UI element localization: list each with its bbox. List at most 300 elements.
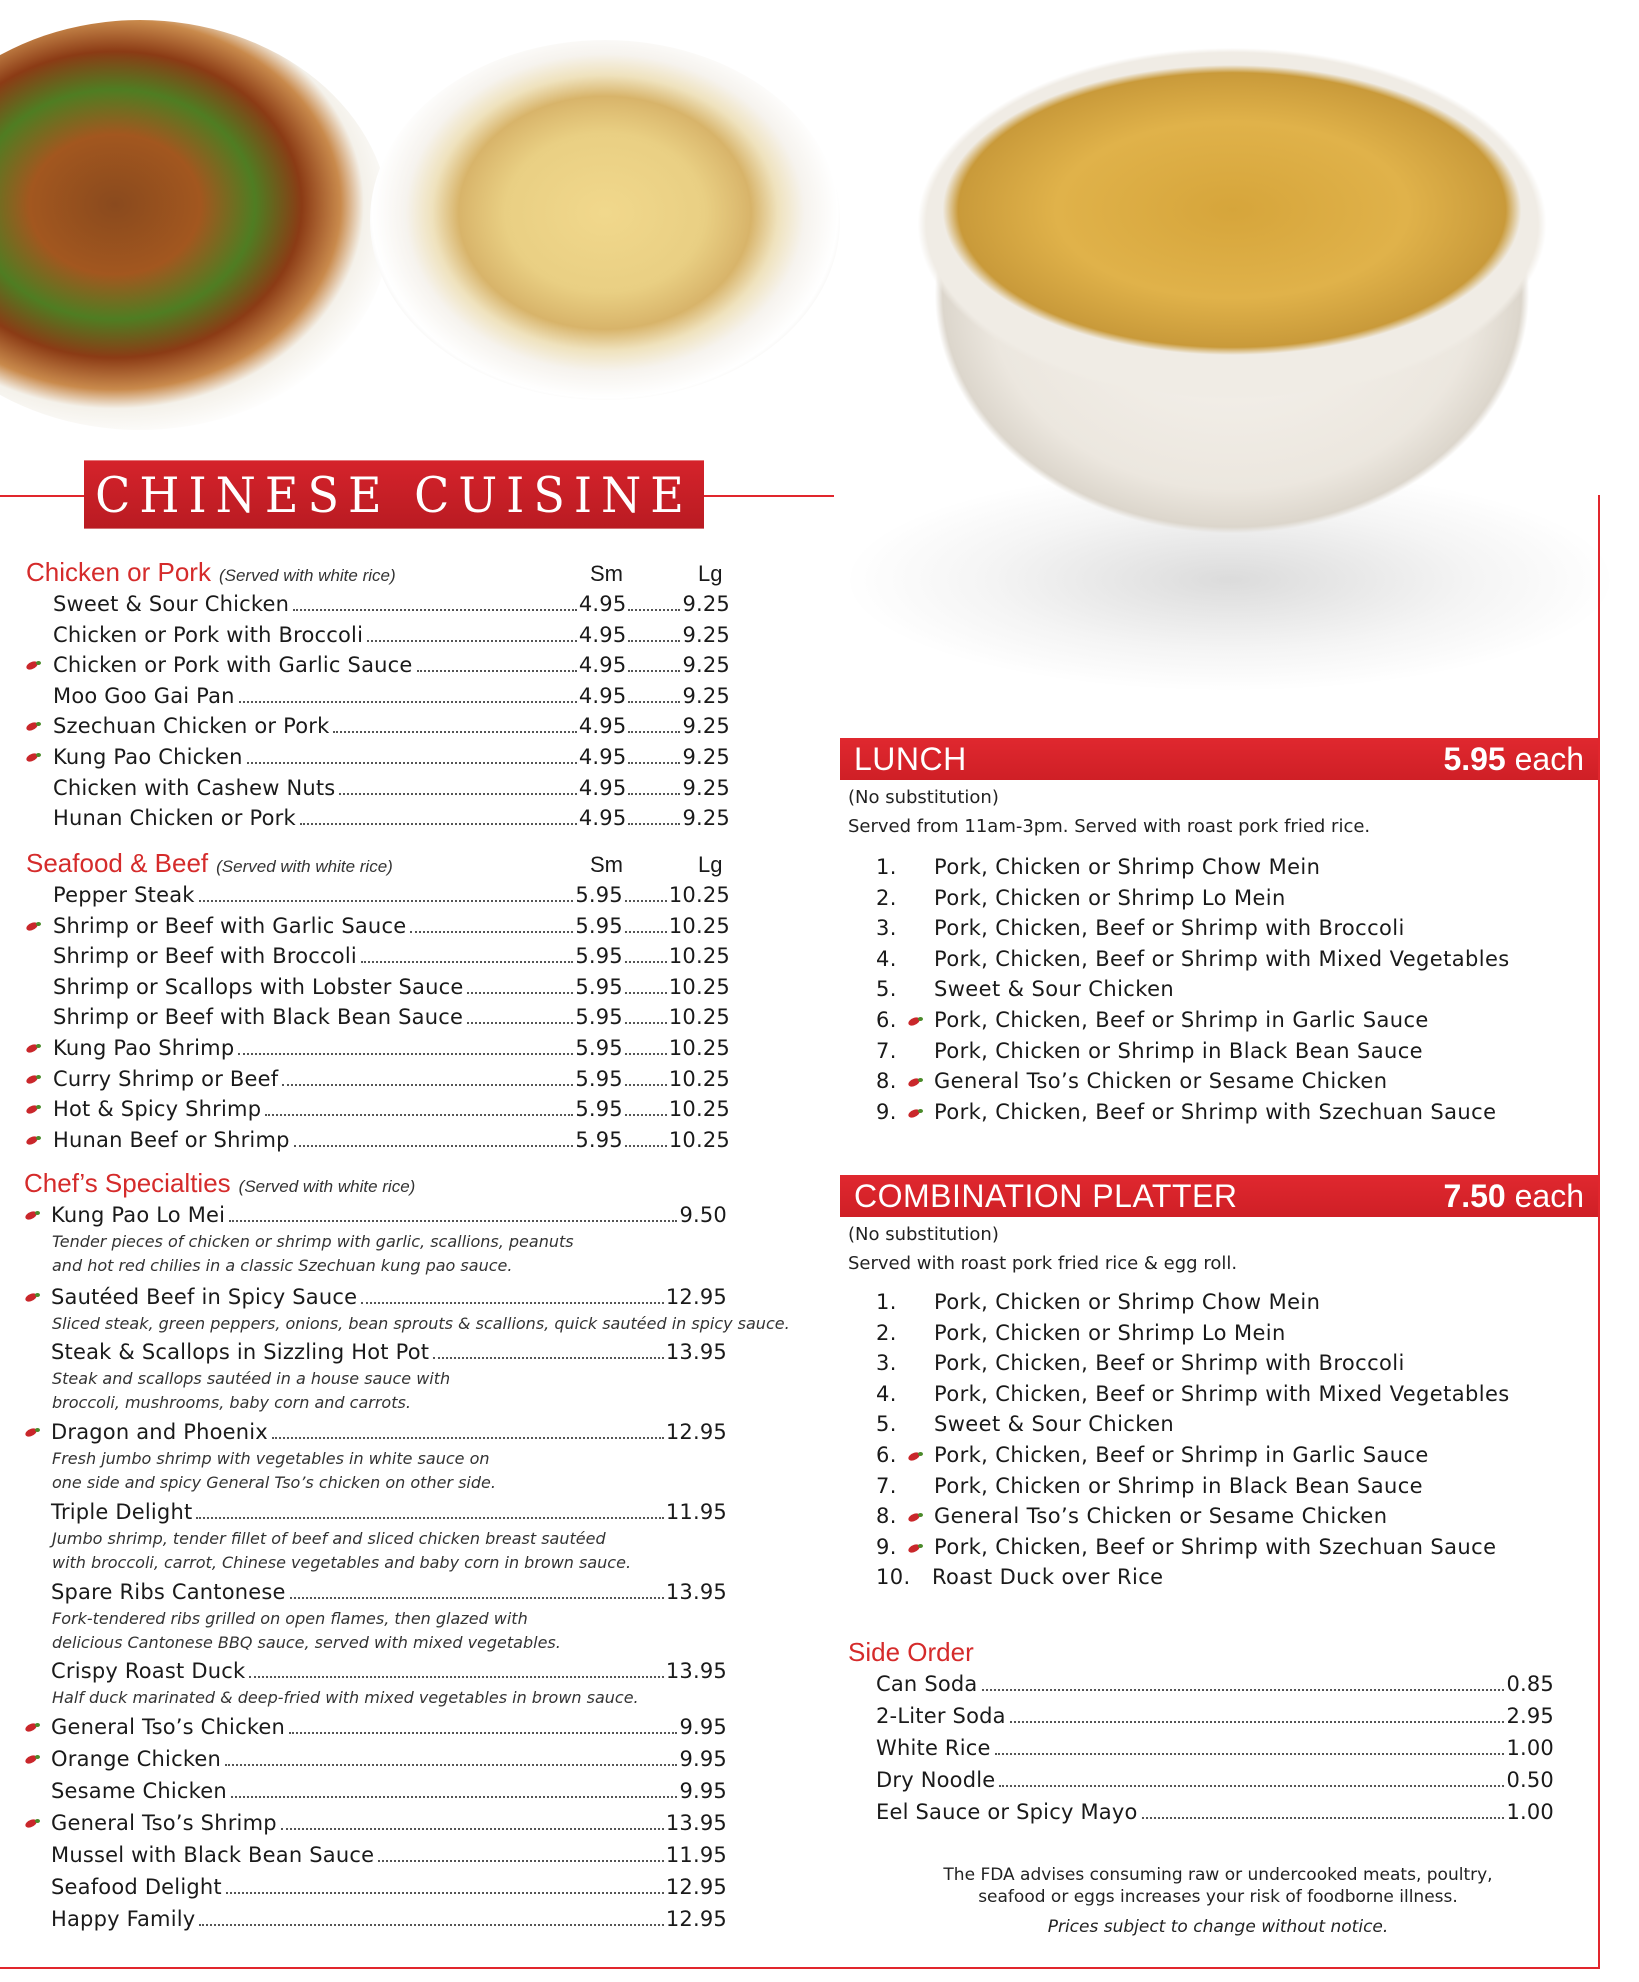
leader-dots	[199, 900, 574, 902]
item-name: Hunan Beef or Shrimp	[53, 1127, 290, 1152]
item-number: 5.	[876, 1412, 897, 1437]
menu-item	[51, 1285, 727, 1310]
item-number: 5.	[876, 977, 897, 1002]
menu-item	[51, 1420, 727, 1445]
leader-dots	[628, 762, 680, 764]
item-name: Dry Noodle	[876, 1768, 996, 1792]
item-name: Pepper Steak	[53, 883, 195, 907]
item-name: Pork, Chicken, Beef or Shrimp with Szechuan Sauce	[934, 1534, 1497, 1559]
price-small: 4.95	[578, 745, 627, 769]
item-description: Fresh jumbo shrimp with vegetables in white sauce on	[52, 1449, 490, 1468]
numbered-item	[876, 1069, 1596, 1095]
leader-dots	[628, 701, 680, 703]
item-name: Sweet & Sour Chicken	[934, 1412, 1175, 1437]
section-title: Chicken or Pork	[26, 557, 211, 587]
price-large: 10.25	[668, 1066, 730, 1091]
frame-line-right	[1598, 495, 1600, 1967]
item-name: Mussel with Black Bean Sauce	[51, 1843, 375, 1867]
hot-spicy-icon	[24, 1211, 40, 1223]
menu-item	[53, 806, 730, 831]
price-small: 4.95	[578, 653, 627, 678]
leader-dots	[628, 609, 680, 611]
item-description: with broccoli, carrot, Chinese vegetables and baby corn in brown sauce.	[52, 1553, 632, 1572]
item-name: Szechuan Chicken or Pork	[53, 714, 330, 739]
price-large: 10.25	[668, 1036, 730, 1060]
menu-item	[51, 1875, 727, 1900]
leader-dots	[625, 900, 667, 902]
item-name: Shrimp or Beef with Broccoli	[53, 944, 357, 969]
leader-dots	[231, 1796, 678, 1798]
item-name: Moo Goo Gai Pan	[53, 683, 235, 708]
price-small: 5.95	[575, 1127, 623, 1152]
menu-item	[876, 1736, 1554, 1761]
menu-item	[53, 1067, 730, 1092]
item-name: Sweet & Sour Chicken	[53, 592, 290, 616]
item-name: Crispy Roast Duck	[51, 1659, 246, 1683]
item-name: Pork, Chicken or Shrimp in Black Bean Sauce	[934, 1473, 1423, 1498]
item-name: Shrimp or Scallops with Lobster Sauce	[53, 974, 464, 999]
item-price: 12.95	[665, 1285, 727, 1309]
item-price: 12.95	[665, 1420, 727, 1444]
price-large: 9.25	[682, 745, 730, 769]
item-name: Pork, Chicken, Beef or Shrimp with Mixed Vegetables	[934, 946, 1510, 971]
hot-spicy-icon	[25, 1075, 41, 1087]
item-name: Curry Shrimp or Beef	[53, 1066, 279, 1091]
numbered-item	[876, 1474, 1596, 1500]
item-name: Eel Sauce or Spicy Mayo	[876, 1800, 1138, 1824]
menu-item	[51, 1580, 727, 1605]
numbered-item	[876, 916, 1596, 942]
price-large: 9.25	[682, 806, 730, 831]
price-small: 5.95	[575, 944, 623, 969]
section-heading	[848, 1637, 974, 1668]
price-large: 9.25	[682, 683, 730, 708]
price-large: 9.25	[682, 592, 730, 616]
price-small: 4.95	[578, 683, 627, 708]
frame-line-top-left	[0, 495, 84, 497]
item-name: Shrimp or Beef with Garlic Sauce	[53, 913, 407, 938]
item-number: 8.	[876, 1069, 897, 1094]
item-number: 2.	[876, 885, 897, 910]
item-price: 0.85	[1506, 1672, 1554, 1696]
menu-item	[876, 1704, 1554, 1729]
hot-spicy-icon	[907, 1544, 923, 1556]
leader-dots	[1142, 1817, 1505, 1819]
leader-dots	[467, 992, 573, 994]
leader-dots	[982, 1689, 1505, 1691]
page-title: CHINESE CUISINE	[84, 460, 704, 528]
menu-item	[51, 1811, 727, 1836]
section-title: Side Order	[848, 1637, 974, 1667]
item-description: Half duck marinated & deep-fried with mixed vegetables in brown sauce.	[52, 1688, 639, 1707]
item-name: Pork, Chicken, Beef or Shrimp with Broccoli	[934, 916, 1405, 941]
leader-dots	[625, 931, 667, 933]
leader-dots	[361, 1302, 664, 1304]
price-value: 7.50	[1443, 1177, 1506, 1214]
kung-pao-chicken-photo	[0, 20, 390, 430]
section-price	[1443, 741, 1584, 778]
leader-dots	[196, 1517, 663, 1519]
price-small: 4.95	[578, 714, 627, 739]
numbered-item	[876, 947, 1596, 973]
section-title: Seafood & Beef	[26, 848, 209, 878]
leader-dots	[272, 1437, 664, 1439]
item-name: Kung Pao Shrimp	[53, 1036, 235, 1060]
section-title: COMBINATION PLATTER	[854, 1177, 1238, 1214]
numbered-item	[876, 1412, 1596, 1438]
price-suffix: each	[1514, 740, 1584, 777]
numbered-item	[876, 1321, 1596, 1347]
numbered-item	[876, 855, 1596, 881]
price-large: 10.25	[668, 1127, 730, 1152]
column-label-sm: Sm	[590, 852, 623, 877]
item-price: 12.95	[665, 1907, 727, 1931]
item-name: Pork, Chicken or Shrimp Chow Mein	[934, 1290, 1321, 1314]
menu-item	[53, 1036, 730, 1061]
item-price: 12.95	[665, 1875, 727, 1899]
price-small: 5.95	[575, 1005, 623, 1030]
price-small: 5.95	[575, 1097, 623, 1122]
menu-item	[53, 745, 730, 770]
section-bar	[840, 738, 1598, 780]
leader-dots	[628, 640, 680, 642]
section-title: LUNCH	[854, 740, 967, 777]
item-name: Dragon and Phoenix	[51, 1420, 268, 1444]
item-name: 2-Liter Soda	[876, 1704, 1006, 1728]
section-bar	[840, 1175, 1598, 1217]
frame-line-bottom	[0, 1967, 1600, 1969]
price-large: 9.25	[682, 714, 730, 739]
menu-item	[53, 914, 730, 939]
item-name: Pork, Chicken or Shrimp Lo Mein	[934, 885, 1286, 910]
item-name: Hunan Chicken or Pork	[53, 806, 296, 831]
leader-dots	[625, 1022, 667, 1024]
hot-spicy-icon	[24, 1755, 40, 1767]
price-small: 5.95	[575, 1036, 623, 1060]
item-name: Seafood Delight	[51, 1875, 222, 1899]
numbered-item	[876, 1565, 1596, 1591]
section-note: (Served with white rice)	[218, 566, 396, 585]
column-label-sm: Sm	[590, 561, 623, 586]
item-name: Pork, Chicken, Beef or Shrimp with Szechuan Sauce	[934, 1099, 1497, 1124]
menu-item	[53, 592, 730, 617]
leader-dots	[239, 701, 577, 703]
leader-dots	[290, 1597, 664, 1599]
item-name: General Tso’s Chicken	[51, 1715, 286, 1739]
item-price: 13.95	[665, 1340, 727, 1364]
leader-dots	[625, 961, 667, 963]
price-large: 10.25	[668, 944, 730, 969]
menu-item	[53, 1128, 730, 1153]
section-heading	[26, 557, 396, 588]
item-description: and hot red chilies in a classic Szechuan kung pao sauce.	[52, 1256, 513, 1275]
item-description: Fork-tendered ribs grilled on open flames, then glazed with	[52, 1609, 528, 1628]
item-name: Chicken with Cashew Nuts	[53, 775, 336, 800]
leader-dots	[378, 1860, 664, 1862]
price-large: 10.25	[668, 1097, 730, 1122]
fried-rice-photo	[370, 40, 840, 400]
item-name: Chicken or Pork with Garlic Sauce	[53, 653, 413, 678]
hot-spicy-icon	[907, 1017, 923, 1029]
served-note: Served with roast pork fried rice & egg roll.	[848, 1253, 1238, 1274]
menu-item	[51, 1659, 727, 1684]
column-label-lg: Lg	[698, 852, 723, 877]
item-price: 0.50	[1506, 1768, 1554, 1792]
leader-dots	[625, 1053, 667, 1055]
price-value: 5.95	[1443, 740, 1506, 777]
section-title: Chef’s Specialties	[24, 1168, 231, 1198]
item-name: Sweet & Sour Chicken	[934, 977, 1175, 1002]
fda-line: seafood or eggs increases your risk of foodborne illness.	[978, 1887, 1458, 1907]
leader-dots	[999, 1785, 1504, 1787]
item-name: Hot & Spicy Shrimp	[53, 1097, 262, 1122]
price-large: 10.25	[668, 974, 730, 999]
item-description: Tender pieces of chicken or shrimp with garlic, scallions, peanuts	[52, 1232, 574, 1251]
menu-item	[53, 684, 730, 709]
price-large: 9.25	[682, 653, 730, 678]
item-name: General Tso’s Shrimp	[51, 1811, 277, 1835]
item-description: broccoli, mushrooms, baby corn and carrots.	[52, 1393, 411, 1412]
menu-item	[53, 944, 730, 969]
item-number: 9.	[876, 1099, 897, 1124]
menu-item	[51, 1715, 727, 1740]
item-number: 4.	[876, 1381, 897, 1406]
price-small: 5.95	[575, 1066, 623, 1091]
item-description: Steak and scallops sautéed in a house sauce with	[52, 1369, 451, 1388]
menu-item	[53, 975, 730, 1000]
hot-spicy-icon	[25, 722, 41, 734]
leader-dots	[225, 1764, 677, 1766]
leader-dots	[339, 793, 576, 795]
leader-dots	[199, 1924, 663, 1926]
leader-dots	[226, 1892, 664, 1894]
leader-dots	[333, 731, 576, 733]
item-name: Pork, Chicken, Beef or Shrimp with Mixed Vegetables	[934, 1381, 1510, 1406]
leader-dots	[293, 609, 577, 611]
leader-dots	[300, 823, 577, 825]
item-description: Jumbo shrimp, tender fillet of beef and sliced chicken breast sautéed	[52, 1529, 606, 1548]
item-price: 1.00	[1506, 1800, 1554, 1824]
no-substitution-note: (No substitution)	[848, 1224, 999, 1245]
item-number: 7.	[876, 1473, 897, 1498]
leader-dots	[281, 1828, 664, 1830]
section-note: (Served with white rice)	[238, 1177, 416, 1196]
item-name: Pork, Chicken, Beef or Shrimp in Garlic Sauce	[934, 1443, 1429, 1467]
leader-dots	[361, 961, 573, 963]
leader-dots	[625, 1114, 667, 1116]
menu-item	[51, 1340, 727, 1365]
price-small: 4.95	[578, 775, 627, 800]
item-name: Orange Chicken	[51, 1747, 222, 1771]
hot-spicy-icon	[24, 1723, 40, 1735]
menu-item	[53, 776, 730, 801]
item-price: 13.95	[665, 1580, 727, 1604]
menu-item	[53, 653, 730, 678]
price-small: 5.95	[575, 913, 623, 938]
numbered-item	[876, 1351, 1596, 1377]
section-heading	[24, 1168, 415, 1199]
hot-spicy-icon	[25, 753, 41, 765]
item-number: 8.	[876, 1504, 897, 1529]
leader-dots	[410, 931, 573, 933]
fda-advisory	[880, 1864, 1556, 1938]
price-large: 9.25	[682, 775, 730, 800]
hot-spicy-icon	[907, 1452, 923, 1464]
hot-spicy-icon	[25, 661, 41, 673]
item-name: Happy Family	[51, 1907, 196, 1931]
price-large: 10.25	[668, 1005, 730, 1030]
leader-dots	[995, 1753, 1505, 1755]
item-name: Pork, Chicken, Beef or Shrimp with Broccoli	[934, 1351, 1405, 1376]
menu-item	[51, 1500, 727, 1525]
menu-item	[51, 1779, 727, 1804]
item-number: 6.	[876, 1443, 897, 1467]
item-name: Spare Ribs Cantonese	[51, 1580, 286, 1604]
hot-spicy-icon	[907, 1109, 923, 1121]
numbered-item	[876, 886, 1596, 912]
item-number: 1.	[876, 1290, 897, 1314]
numbered-item	[876, 1039, 1596, 1065]
item-name: Pork, Chicken, Beef or Shrimp in Garlic Sauce	[934, 1008, 1429, 1032]
item-name: Steak & Scallops in Sizzling Hot Pot	[51, 1340, 430, 1364]
item-description: one side and spicy General Tso’s chicken on other side.	[52, 1473, 496, 1492]
menu-item	[51, 1203, 727, 1228]
item-description: Sliced steak, green peppers, onions, bean sprouts & scallions, quick sautéed in spicy sauce.	[52, 1314, 790, 1333]
menu-item	[53, 883, 730, 908]
numbered-item	[876, 1382, 1596, 1408]
item-number: 3.	[876, 916, 897, 941]
leader-dots	[265, 1114, 573, 1116]
prices-note: Prices subject to change without notice.	[1047, 1917, 1389, 1937]
price-small: 4.95	[578, 622, 627, 647]
menu-item	[51, 1747, 727, 1772]
leader-dots	[249, 1676, 664, 1678]
leader-dots	[417, 670, 577, 672]
item-description: delicious Cantonese BBQ sauce, served with mixed vegetables.	[52, 1633, 561, 1652]
item-name: General Tso’s Chicken or Sesame Chicken	[934, 1069, 1388, 1094]
menu-item	[53, 714, 730, 739]
item-number: 9.	[876, 1534, 897, 1559]
item-price: 11.95	[665, 1500, 727, 1524]
hot-spicy-icon	[907, 1513, 923, 1525]
price-small: 4.95	[578, 592, 627, 616]
item-number: 2.	[876, 1320, 897, 1345]
item-name: Kung Pao Lo Mei	[51, 1203, 226, 1227]
hot-spicy-icon	[24, 1819, 40, 1831]
leader-dots	[628, 823, 680, 825]
item-number: 10.	[876, 1565, 911, 1590]
menu-item	[51, 1907, 727, 1932]
item-price: 9.95	[679, 1779, 727, 1803]
numbered-item	[876, 1504, 1596, 1530]
served-note: Served from 11am-3pm. Served with roast pork fried rice.	[848, 816, 1371, 837]
item-name: Sesame Chicken	[51, 1779, 227, 1803]
item-price: 1.00	[1506, 1736, 1554, 1760]
leader-dots	[238, 1053, 573, 1055]
leader-dots	[625, 1084, 667, 1086]
hot-spicy-icon	[25, 1044, 41, 1056]
item-price: 9.50	[679, 1203, 727, 1227]
item-number: 1.	[876, 855, 897, 879]
price-large: 10.25	[668, 913, 730, 938]
price-small: 5.95	[575, 974, 623, 999]
leader-dots	[628, 731, 680, 733]
item-price: 2.95	[1506, 1704, 1554, 1728]
menu-item	[51, 1843, 727, 1868]
section-heading	[26, 848, 393, 879]
leader-dots	[367, 640, 577, 642]
hot-spicy-icon	[25, 1136, 41, 1148]
fda-line: The FDA advises consuming raw or undercooked meats, poultry,	[943, 1865, 1493, 1885]
hot-spicy-icon	[907, 1078, 923, 1090]
menu-item	[876, 1800, 1554, 1825]
item-name: Chicken or Pork with Broccoli	[53, 622, 364, 647]
item-number: 7.	[876, 1038, 897, 1063]
price-large: 10.25	[668, 883, 730, 907]
price-small: 4.95	[578, 806, 627, 831]
hot-spicy-icon	[24, 1293, 40, 1305]
menu-item	[53, 623, 730, 648]
numbered-item	[876, 1290, 1596, 1316]
numbered-item	[876, 1443, 1596, 1469]
leader-dots	[1010, 1721, 1505, 1723]
menu-item	[876, 1768, 1554, 1793]
leader-dots	[433, 1357, 664, 1359]
section-price	[1443, 1178, 1584, 1215]
item-name: General Tso’s Chicken or Sesame Chicken	[934, 1504, 1388, 1529]
item-name: Can Soda	[876, 1672, 978, 1696]
item-name: Pork, Chicken or Shrimp Chow Mein	[934, 855, 1321, 879]
column-label-lg: Lg	[698, 561, 723, 586]
numbered-item	[876, 977, 1596, 1003]
price-large: 9.25	[682, 622, 730, 647]
leader-dots	[229, 1220, 677, 1222]
numbered-item	[876, 1008, 1596, 1034]
item-price: 13.95	[665, 1659, 727, 1683]
numbered-item	[876, 1535, 1596, 1561]
item-price: 9.95	[679, 1715, 727, 1739]
leader-dots	[467, 1022, 573, 1024]
hot-spicy-icon	[24, 1428, 40, 1440]
leader-dots	[628, 670, 680, 672]
frame-line-top-mid	[704, 495, 834, 497]
item-name: Roast Duck over Rice	[932, 1565, 1164, 1590]
leader-dots	[282, 1084, 573, 1086]
hot-spicy-icon	[25, 922, 41, 934]
section-note: (Served with white rice)	[216, 857, 393, 876]
price-small: 5.95	[575, 883, 623, 907]
item-name: White Rice	[876, 1736, 991, 1760]
leader-dots	[628, 793, 680, 795]
no-substitution-note: (No substitution)	[848, 787, 999, 808]
item-number: 4.	[876, 946, 897, 971]
wonton-soup-photo	[790, 0, 1639, 700]
hot-spicy-icon	[25, 1105, 41, 1117]
menu-item	[53, 1097, 730, 1122]
leader-dots	[289, 1732, 677, 1734]
item-name: Pork, Chicken or Shrimp in Black Bean Sauce	[934, 1038, 1423, 1063]
numbered-item	[876, 1100, 1596, 1126]
leader-dots	[625, 1145, 667, 1147]
item-price: 13.95	[665, 1811, 727, 1835]
menu-item	[876, 1672, 1554, 1697]
item-name: Kung Pao Chicken	[53, 745, 243, 769]
item-name: Sautéed Beef in Spicy Sauce	[51, 1285, 358, 1309]
menu-item	[53, 1005, 730, 1030]
item-name: Pork, Chicken or Shrimp Lo Mein	[934, 1320, 1286, 1345]
leader-dots	[294, 1145, 574, 1147]
item-price: 9.95	[679, 1747, 727, 1771]
